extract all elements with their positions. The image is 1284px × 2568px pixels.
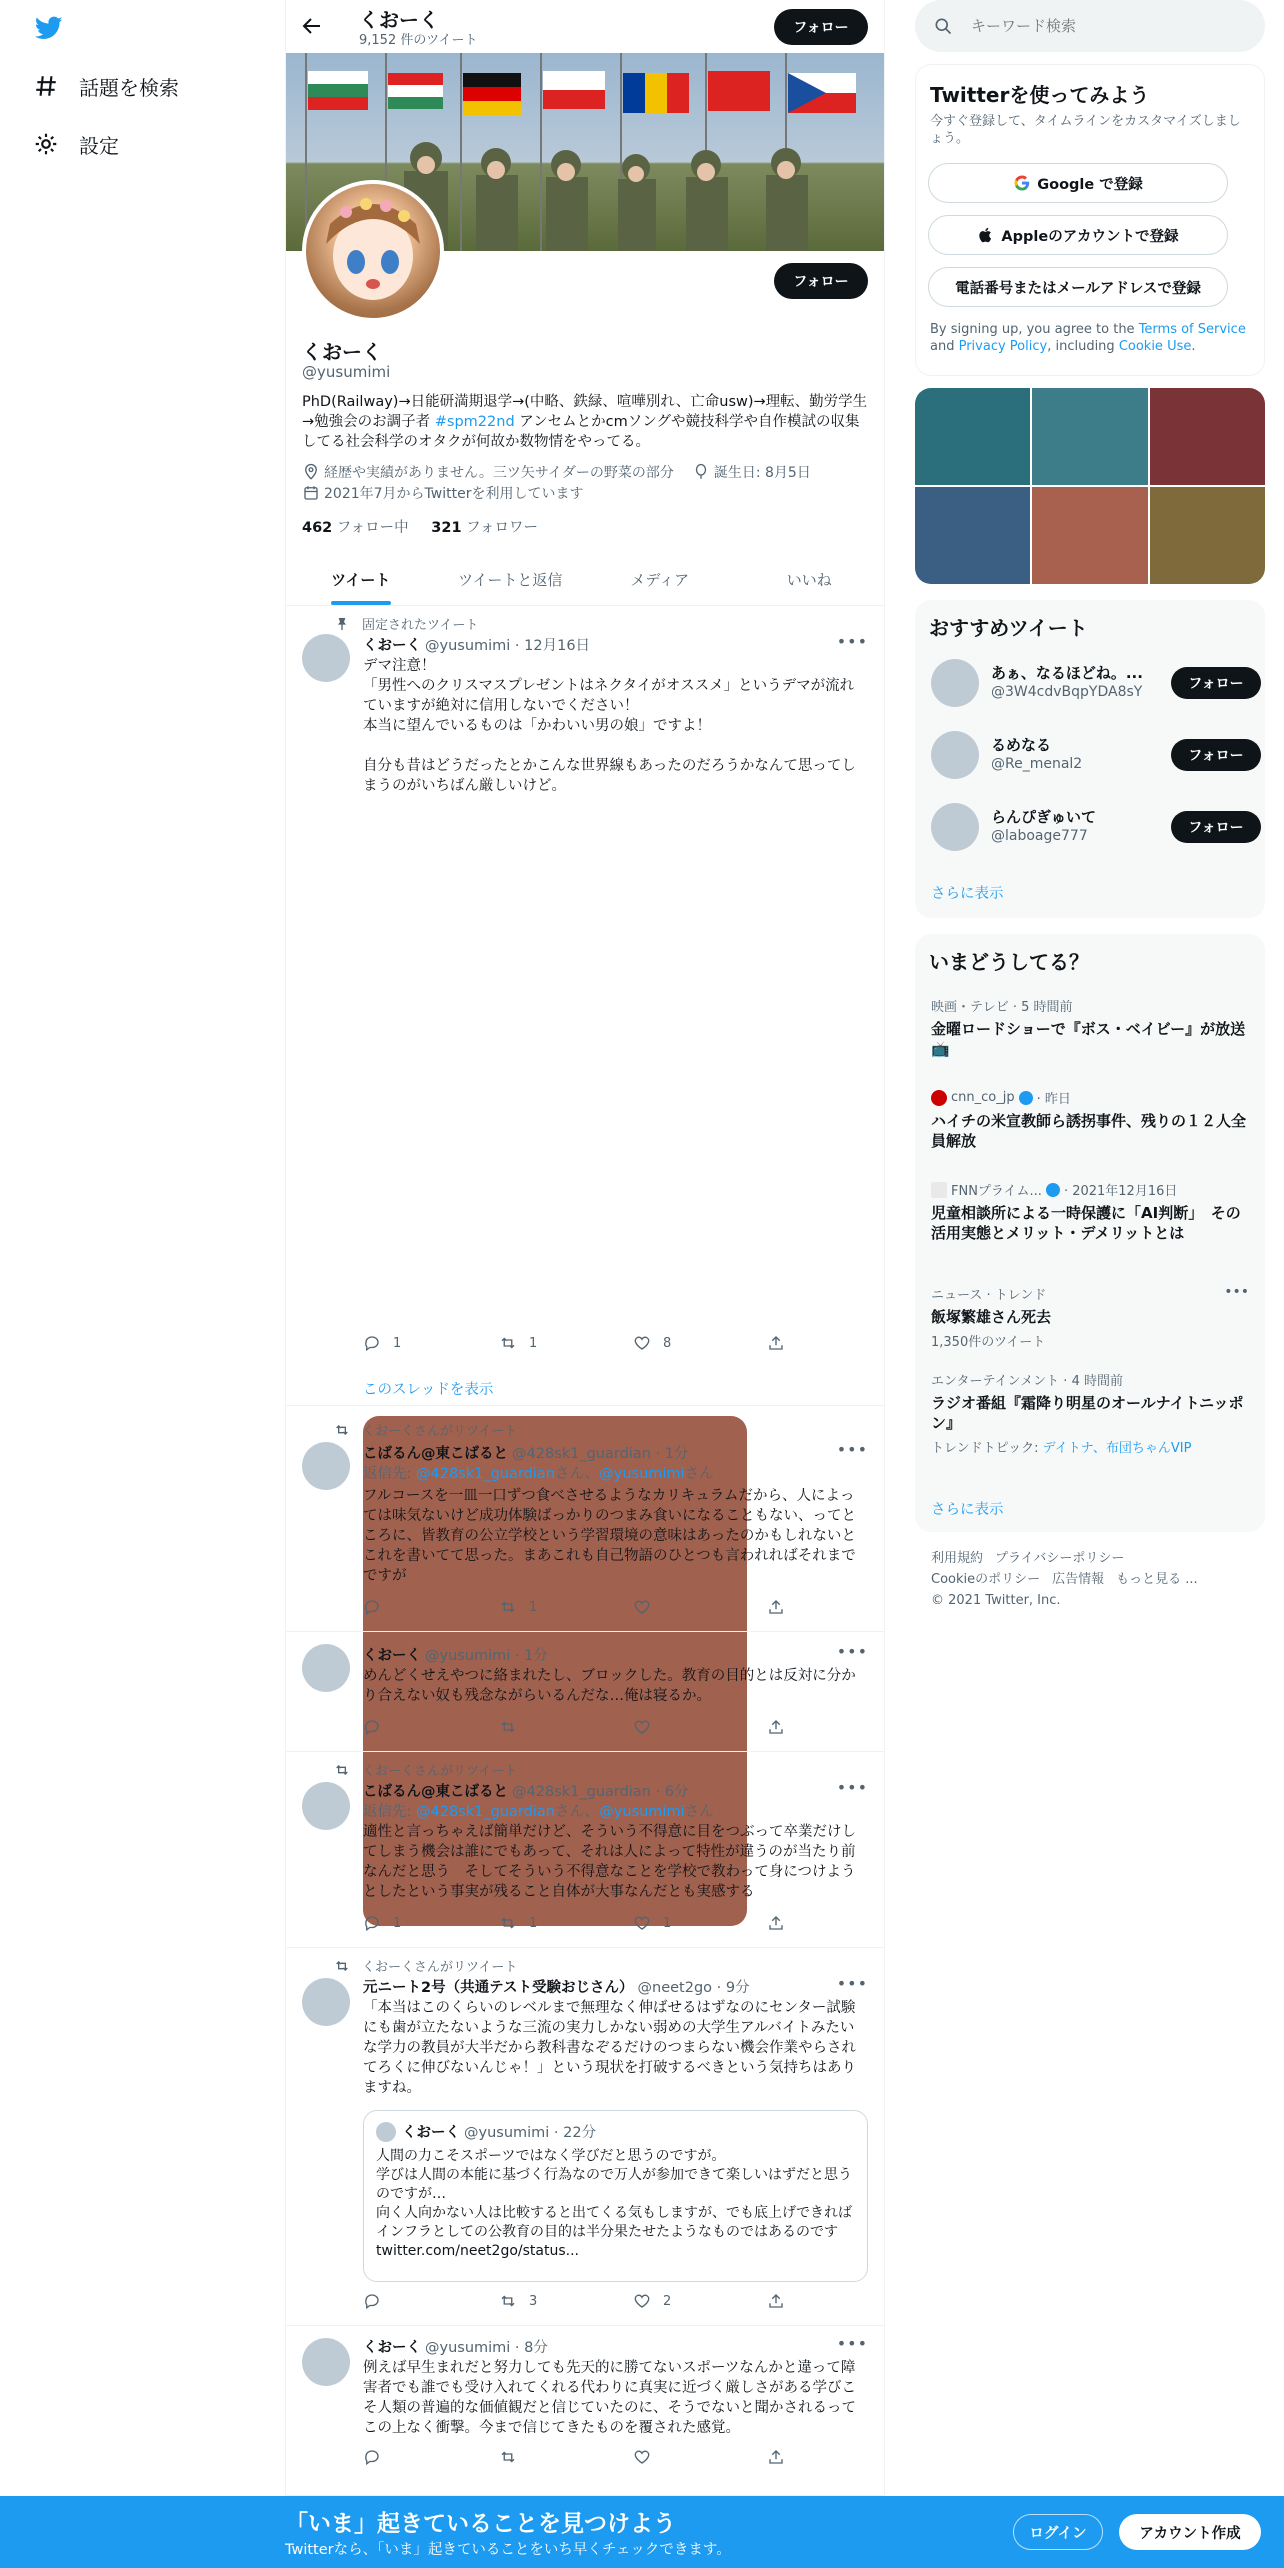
reply-icon [363, 1914, 381, 1932]
tab-tweets[interactable]: ツイート [286, 553, 436, 605]
tweet-author[interactable]: くおーく [363, 638, 421, 654]
search-box[interactable] [915, 0, 1265, 52]
search-input[interactable] [971, 17, 1231, 35]
trend-title: 飯塚繁雄さん死去 [931, 1308, 1052, 1326]
recommend-user[interactable] [931, 726, 1261, 782]
gear-icon [33, 131, 59, 157]
heart-icon [633, 1718, 651, 1736]
retweet-button[interactable] [499, 1718, 529, 1736]
reply-icon [363, 1334, 381, 1352]
show-thread-link[interactable]: このスレッドを表示 [363, 1382, 494, 1398]
share-button[interactable] [767, 2448, 797, 2466]
email-signup-button[interactable]: 電話番号またはメールアドレスで登録 [928, 267, 1228, 307]
trend-topics: トレンドトピック: デイトナ、布団ちゃんVIP [931, 1441, 1192, 1456]
nav-settings-label: 設定 [79, 133, 119, 158]
trend-item[interactable] [931, 1370, 1251, 1456]
more-icon[interactable]: ••• [836, 632, 868, 651]
tweet-text: デマ注意！ 「男性へのクリスマスプレゼントはネクタイがオススメ」というデマが流れていますが絶対に信用しないでください！ 本当に望んでいるものは「かわいい男の娘」ですよ！ 自分も昔はどうだったとかこんな世界線もあったのだろうかなんて思ってしまうのがいちばん厳しいけど。 [363, 658, 856, 794]
tweet-retweeted[interactable] [286, 1752, 884, 1948]
media-thumb[interactable] [915, 388, 1030, 485]
reply-icon [363, 2292, 381, 2310]
header-name: くおーく [359, 8, 439, 32]
quote-meta: @yusumimi · 22分 [464, 2125, 597, 2141]
reply-to: 返信先: @428sk1_guardianさん、@yusumimiさん [363, 1466, 714, 1482]
reply-to: 返信先: @428sk1_guardianさん、@yusumimiさん [363, 1804, 714, 1820]
tweet-meta: @yusumimi · 1分 [425, 1648, 548, 1664]
tweet-header [363, 1644, 548, 1665]
tweet-actions [363, 1334, 793, 1354]
trend-context: 映画・テレビ · 5 時間前 [931, 1000, 1073, 1015]
tweet[interactable] [286, 2326, 884, 2496]
like-button[interactable]: 2 [633, 2292, 671, 2310]
nav-settings[interactable] [33, 124, 119, 164]
media-thumb[interactable] [1032, 487, 1147, 584]
privacy-link[interactable]: Privacy Policy [958, 339, 1048, 354]
reply-button[interactable] [363, 1718, 393, 1736]
retweet-icon [499, 1598, 517, 1616]
retweet-button[interactable]: 3 [499, 2292, 537, 2310]
trend-item[interactable] [931, 1180, 1251, 1243]
tweet-author[interactable]: 元ニート2号（共通テスト受験おじさん） [363, 1980, 634, 1996]
more-icon[interactable]: ••• [836, 1440, 868, 1459]
profile-avatar[interactable] [302, 180, 444, 322]
verified-badge-icon [1046, 1183, 1060, 1197]
retweet-button[interactable]: 1 [499, 1914, 537, 1932]
reply-icon [363, 2448, 381, 2466]
profile-joined [302, 483, 583, 503]
share-button[interactable] [767, 1914, 797, 1932]
recommend-card [915, 600, 1265, 918]
hashtag-icon [33, 73, 59, 99]
signup-card [915, 64, 1265, 376]
like-button[interactable] [633, 1598, 663, 1616]
tweet-header [363, 634, 590, 655]
recommend-user-name[interactable]: らんぴぎゅいて [991, 808, 1097, 826]
tweet-meta: @428sk1_guardian · 1分 [512, 1446, 689, 1462]
more-icon[interactable]: ••• [836, 1642, 868, 1661]
retweet-icon [334, 1958, 350, 1974]
followers-link[interactable]: 321 フォロワー [431, 520, 538, 536]
news-source-icon [931, 1182, 947, 1198]
tweet-text: めんどくせえやつに絡まれたし、ブロックした。教育の目的とは反対に分かり合えない奴も残念ながらいるんだな…俺は寝るか。 [363, 1668, 856, 1704]
trend-item[interactable] [931, 996, 1251, 1059]
recommend-show-more[interactable]: さらに表示 [931, 886, 1004, 902]
avatar[interactable] [302, 1442, 350, 1490]
share-icon [767, 2448, 785, 2466]
recommend-user-name[interactable]: るめなる [991, 736, 1052, 754]
tweet-actions [363, 1598, 793, 1618]
signup-title: Twitterを使ってみよう [930, 83, 1150, 107]
retweet-icon [499, 2292, 517, 2310]
recommend-user[interactable] [931, 654, 1261, 710]
mention-link[interactable]: @428sk1_guardian [416, 1466, 555, 1482]
profile-location [302, 462, 811, 482]
tweet-meta: @neet2go · 9分 [637, 1980, 750, 1996]
heart-icon [633, 2448, 651, 2466]
trend-title: 金曜ロードショーで『ボス・ベイビー』が放送📺 [931, 1020, 1246, 1058]
more-icon[interactable]: ••• [836, 1778, 868, 1797]
profile-follow-button[interactable]: フォロー [774, 263, 868, 299]
media-thumb[interactable] [1150, 487, 1265, 584]
retweet-button[interactable] [499, 2448, 529, 2466]
quote-header [376, 2121, 596, 2142]
avatar[interactable] [302, 634, 350, 682]
mention-link[interactable]: @yusumimi [599, 1466, 685, 1482]
follow-button[interactable]: フォロー [1171, 667, 1261, 699]
cookie-link[interactable]: Cookie Use [1118, 339, 1192, 354]
tweet-pinned[interactable] [286, 606, 884, 1406]
footer-links [931, 1548, 1261, 1611]
share-icon [767, 1334, 785, 1352]
heart-icon [633, 2292, 651, 2310]
reply-icon [363, 1598, 381, 1616]
reply-button[interactable]: 1 [363, 1334, 401, 1352]
quote-text: 人間の力こそスポーツではなく学びだと思うのですが。 学びは人間の本能に基づく行為なので万人が参加できて楽しいはずだと思うのですが… 向く人向かない人は比較すると出てくる気もしますが、でも底上げできればインフラとしての公教育の目的は半分果たせたようなものではあるのです twitter.com/neet2go/status... [376, 2148, 852, 2259]
profile-handle: @yusumimi [302, 363, 391, 381]
nav-explore-label: 話題を検索 [79, 75, 179, 100]
recommend-user-handle: @laboage777 [991, 828, 1088, 844]
bio-text-2: アンセムとかcmソングや競技科学や自作模試の収集してる社会科学のオタクが何故か数物情をやってる。 [302, 414, 860, 450]
share-button[interactable] [767, 1718, 797, 1736]
footer-copyright: © 2021 Twitter, Inc. [931, 1593, 1061, 1608]
signup-button[interactable]: アカウント作成 [1119, 2514, 1261, 2550]
follow-button[interactable]: フォロー [1171, 739, 1261, 771]
more-icon[interactable]: ••• [1224, 1284, 1249, 1300]
balloon-icon [692, 463, 710, 481]
tweet-meta: @yusumimi · 12月16日 [425, 638, 591, 654]
bottom-bar-title: 「いま」起きていることを見つけよう [285, 2511, 676, 2537]
tab-media[interactable]: メディア [630, 570, 690, 589]
nav-explore[interactable] [33, 66, 179, 106]
tweet-retweeted-quote[interactable] [286, 1948, 884, 2326]
pin-icon [334, 616, 350, 632]
tab-likes[interactable]: いいね [786, 570, 832, 589]
tweet-meta: @yusumimi · 8分 [425, 2340, 548, 2356]
tweet-retweeted[interactable] [286, 1406, 884, 1632]
retweet-icon [334, 1422, 350, 1438]
avatar[interactable] [302, 1644, 350, 1692]
trend-count: 1,350件のツイート [931, 1335, 1046, 1350]
share-icon [767, 2292, 785, 2310]
avatar[interactable] [302, 1978, 350, 2026]
avatar [376, 2122, 396, 2142]
bottom-bar-subtitle: Twitterなら、「いま」起きていることをいち早くチェックできます。 [285, 2542, 731, 2558]
profile-bio [302, 392, 868, 452]
like-button[interactable]: 8 [633, 1334, 671, 1352]
tweet-header [363, 2336, 548, 2357]
reply-icon [363, 1718, 381, 1736]
avatar[interactable] [931, 803, 979, 851]
tweet-author[interactable]: こばるん@東こばると [363, 1446, 508, 1462]
footer-privacy-link[interactable]: プライバシーポリシー [995, 1551, 1125, 1566]
reply-button[interactable] [363, 1598, 393, 1616]
mention-link[interactable]: @yusumimi [599, 1804, 685, 1820]
tweet-context: くおーくさんがリツイート [334, 1760, 517, 1779]
share-button[interactable] [767, 1334, 797, 1352]
tweet-context: くおーくさんがリツイート [334, 1956, 517, 1975]
header-tweet-count: 9,152 件のツイート [359, 33, 478, 48]
profile-column [285, 0, 885, 2500]
media-thumb[interactable] [1032, 388, 1147, 485]
retweet-button[interactable]: 1 [499, 1334, 537, 1352]
tweet-actions [363, 2292, 793, 2312]
apple-icon [977, 226, 995, 244]
tweet-header [363, 1442, 688, 1463]
joined-text: 2021年7月からTwitterを利用しています [324, 486, 584, 502]
like-button[interactable] [633, 2448, 663, 2466]
bottom-signup-bar [0, 2496, 1284, 2568]
signup-legal: By signing up, you agree to the Terms of Service and Privacy Policy, including Cookie Use. [930, 322, 1246, 354]
profile-name: くおーく [302, 340, 382, 364]
tweet-actions [363, 1718, 793, 1738]
retweet-icon [499, 1718, 517, 1736]
retweet-icon [499, 1334, 517, 1352]
login-button[interactable]: ログイン [1013, 2514, 1103, 2550]
share-icon [767, 1914, 785, 1932]
reply-button[interactable] [363, 2448, 393, 2466]
calendar-icon [302, 484, 320, 502]
bio-text-1: PhD(Railway)→日能研満期退学→(中略、鉄緑、喧嘩別れ、亡命usw)→理転、勤労学生→勉強会のお調子者 [302, 394, 868, 430]
google-signup-button[interactable]: Google で登録 [928, 163, 1228, 203]
bio-hashtag-link[interactable]: #spm22nd [434, 414, 515, 430]
footer-terms-link[interactable]: 利用規約 [931, 1551, 984, 1566]
verified-badge-icon [1019, 1091, 1033, 1105]
profile-tabs [286, 553, 884, 606]
news-source-icon [931, 1090, 947, 1106]
mention-link[interactable]: @428sk1_guardian [416, 1804, 555, 1820]
recommend-title: おすすめツイート [929, 616, 1088, 640]
birthday-text: 誕生日: 8月5日 [713, 465, 811, 481]
signup-subtitle: 今すぐ登録して、タイムラインをカスタマイズしましょう。 [930, 114, 1241, 146]
retweet-button[interactable]: 1 [499, 1598, 537, 1616]
trend-title: 児童相談所による一時保護に「AI判断」 その活用実態とメリット・デメリットとは [931, 1204, 1241, 1242]
share-button[interactable] [767, 2292, 797, 2310]
heart-icon [633, 1334, 651, 1352]
trend-context: cnn_co_jp · 昨日 [931, 1088, 1251, 1107]
twitter-logo-icon[interactable] [33, 14, 65, 42]
profile-header-bar [286, 0, 884, 53]
avatar[interactable] [931, 659, 979, 707]
trends-show-more[interactable]: さらに表示 [931, 1502, 1004, 1518]
avatar[interactable] [302, 2338, 350, 2386]
search-icon [933, 16, 953, 36]
tweet-text: 例えば早生まれだと努力しても先天的に勝てないスポーツなんかと違って障害者でも誰でも受け入れてくれる代わりに真実に近づく厳しさがある学びこそ人類の普遍的な価値観だと信じていたのに、そうでないと聞かされるってこの上なく衝撃。今まで信じてきたものを覆された感覚。 [363, 2360, 856, 2436]
tweet-author[interactable]: くおーく [363, 1648, 421, 1664]
avatar[interactable] [931, 731, 979, 779]
reply-button[interactable]: 1 [363, 1914, 401, 1932]
tweet-author[interactable]: くおーく [363, 2340, 421, 2356]
share-icon [767, 1598, 785, 1616]
tweet-actions [363, 1914, 793, 1934]
trend-title: ラジオ番組『霜降り明星のオールナイトニッポン』 [931, 1394, 1244, 1432]
left-nav [0, 0, 285, 2500]
trend-context: FNNプライム... · 2021年12月16日 [931, 1180, 1251, 1199]
media-thumb[interactable] [1150, 388, 1265, 485]
tweet-actions [363, 2448, 793, 2468]
tweet-context: くおーくさんがリツイート [334, 1420, 517, 1439]
apple-signup-button[interactable]: Appleのアカウントで登録 [928, 215, 1228, 255]
profile-follow-stats [302, 516, 538, 537]
retweet-icon [499, 2448, 517, 2466]
footer-more-link[interactable]: もっと見る ... [1116, 1572, 1198, 1587]
header-follow-button[interactable]: フォロー [774, 9, 868, 45]
following-link[interactable]: 462 フォロー中 [302, 520, 409, 536]
recommend-user-handle: @Re_menal2 [991, 756, 1083, 772]
tweet-context: 固定されたツイート [334, 614, 478, 633]
heart-icon [633, 1914, 651, 1932]
recommend-user-handle: @3W4cdvBqpYDA8sY [991, 684, 1143, 700]
tweet-author[interactable]: こばるん@東こばると [363, 1784, 508, 1800]
tweet[interactable] [286, 1632, 884, 1752]
footer-ads-link[interactable]: 広告情報 [1052, 1572, 1105, 1587]
tweet-header [363, 1976, 750, 1997]
heart-icon [633, 1598, 651, 1616]
retweet-icon [499, 1914, 517, 1932]
trend-topic-link[interactable]: デイトナ、布団ちゃんVIP [1042, 1441, 1192, 1456]
tweet-header [363, 1780, 688, 1801]
retweet-icon [334, 1762, 350, 1778]
share-button[interactable] [767, 1598, 797, 1616]
trends-card [915, 934, 1265, 1532]
trend-title: ハイチの米宣教師ら誘拐事件、残りの１２人全員解放 [931, 1112, 1247, 1150]
back-arrow-icon[interactable] [300, 14, 324, 38]
trend-item[interactable] [931, 1088, 1251, 1151]
trends-title: いまどうしてる？ [929, 950, 1089, 974]
reply-button[interactable] [363, 2292, 393, 2310]
footer-cookie-link[interactable]: Cookieのポリシー [931, 1572, 1041, 1587]
right-sidebar [915, 0, 1265, 2500]
trend-item[interactable] [931, 1284, 1251, 1350]
location-pin-icon [302, 463, 320, 481]
trend-context: ニュース · トレンド [931, 1288, 1047, 1303]
like-button[interactable] [633, 1718, 663, 1736]
tweet-text: 適性と言っちゃえば簡単だけど、そういう不得意に目をつぶって卒業だけしてしまう機会は誰にでもあって、それは人によって特性が違うのが当たり前なんだと思う そしてそういう不得意なことを学校で教わって身につけようとしたという事実が残ること自体が大事なんだとも実感する [363, 1824, 856, 1900]
more-icon[interactable]: ••• [836, 2334, 868, 2353]
tweet-text: 「本当はこのくらいのレベルまで無理なく伸ばせるはずなのにセンター試験にも歯が立たないような三流の実力しかない弱めの大学生アルバイトみたいな学力の教員が大半だから教科書なぞるだけのつまらない機会作業やらされてろくに伸びないんじゃ！」という現状を打破するべきという気持ちはありますね。 [363, 2000, 856, 2096]
trend-context: エンターテインメント · 4 時間前 [931, 1374, 1123, 1389]
recommend-user[interactable] [931, 798, 1261, 854]
avatar[interactable] [302, 1782, 350, 1830]
like-button[interactable]: 1 [633, 1914, 671, 1932]
recommend-user-name[interactable]: あぁ、なるほどね。... [991, 664, 1143, 682]
terms-link[interactable]: Terms of Service [1138, 322, 1246, 337]
media-grid [915, 388, 1265, 584]
avatar-image [306, 184, 440, 318]
share-icon [767, 1718, 785, 1736]
tweet-text: フルコースを一皿一口ずつ食べさせるようなカリキュラムだから、人によっては味気ないけど成功体験ばっかりのつまみ食いになることもない、ってところに、皆教育の公立学校という学習環境の意味はあったのかもしれないとこれを書いてて思った。まあこれも自己物語のひとつも言われればそれまでですが [363, 1488, 856, 1584]
follow-button[interactable]: フォロー [1171, 811, 1261, 843]
tweet-meta: @428sk1_guardian · 6分 [512, 1784, 689, 1800]
quoted-tweet[interactable] [363, 2110, 868, 2282]
media-thumb[interactable] [915, 487, 1030, 584]
more-icon[interactable]: ••• [836, 1974, 868, 1993]
google-icon [1013, 174, 1031, 192]
tab-tweets-replies[interactable]: ツイートと返信 [458, 570, 563, 589]
quote-author: くおーく [402, 2125, 460, 2141]
location-text: 経歴や実績がありません。三ツ矢サイダーの野菜の部分 [324, 465, 674, 481]
